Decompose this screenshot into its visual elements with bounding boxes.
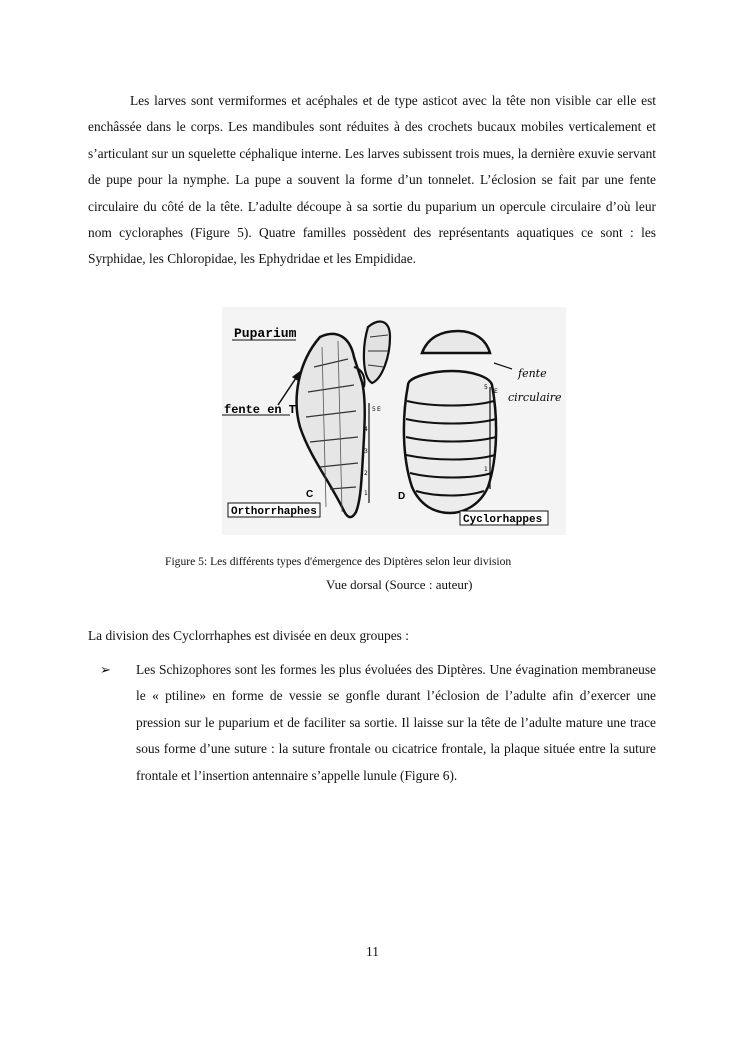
- orthorrhaphes-label: Orthorrhaphes: [231, 506, 317, 518]
- svg-text:E: E: [377, 406, 381, 413]
- svg-text:E: E: [494, 388, 498, 395]
- fente-circulaire-label-line1: fente: [518, 367, 547, 380]
- cyclorhappes-label: Cyclorhappes: [463, 514, 543, 526]
- svg-text:3: 3: [364, 448, 368, 455]
- svg-text:5: 5: [484, 384, 488, 391]
- svg-text:5: 5: [372, 406, 376, 413]
- division-paragraph: La division des Cyclorrhaphes est divisée en deux groupes :: [88, 628, 409, 643]
- figure-letter-c: C: [306, 489, 314, 500]
- svg-text:4: 4: [364, 426, 368, 433]
- page-number: 11: [366, 944, 379, 959]
- figure-5-puparium-illustration: [222, 307, 566, 535]
- arrow-bullet-icon: ➢: [100, 662, 111, 677]
- figure-letter-d: D: [398, 491, 406, 502]
- figure-caption: Figure 5: Les différents types d'émergence des Diptères selon leur division: [165, 555, 512, 568]
- intro-paragraph: Les larves sont vermiformes et acéphales et de type asticot avec la tête non visible car elle est enchâssée dans le corps. Les mandibules sont réduites à des crochets bucaux mobiles verticalement et s’articulant sur un squelette céphalique interne. Les larves subissent trois mues, la dernière exuvie servant de pupe pour la nymphe. La pupe a souvent la forme d’un tonnelet. L’éclosion se fait par une fente circulaire du côté de la tête. L’adulte découpe à sa sortie du puparium un opercule circulaire d’où leur nom cycloraphes (Figure 5). Quatre familles possèdent des représentants aquatiques ce sont : les Syrphidae, les Chloropidae, les Ephydridae et les Empididae.: [88, 93, 656, 267]
- puparium-label: Puparium: [234, 326, 297, 341]
- bullet-item-schizophores: Les Schizophores sont les formes les plus évoluées des Diptères. Une évagination membraneuse le « ptiline» en forme de vessie se gonfle durant l’éclosion de l’adulte afin d’exercer une pression sur le puparium et de faciliter sa sortie. Il laisse sur la tête de l’adulte mature une trace sous forme d’une suture : la suture frontale ou cicatrice frontale, la plaque située entre la suture frontale et l’insertion antennaire s’appelle lunule (Figure 6).: [136, 662, 656, 783]
- fente-circulaire-label-line2: circulaire: [508, 391, 562, 404]
- svg-text:2: 2: [364, 470, 368, 477]
- svg-text:1: 1: [364, 490, 368, 497]
- fente-en-t-label: fente en T: [224, 403, 297, 417]
- figure-caption-subline: Vue dorsal (Source : auteur): [326, 577, 473, 592]
- svg-text:1: 1: [484, 466, 488, 473]
- puparium-drawing: [222, 307, 566, 535]
